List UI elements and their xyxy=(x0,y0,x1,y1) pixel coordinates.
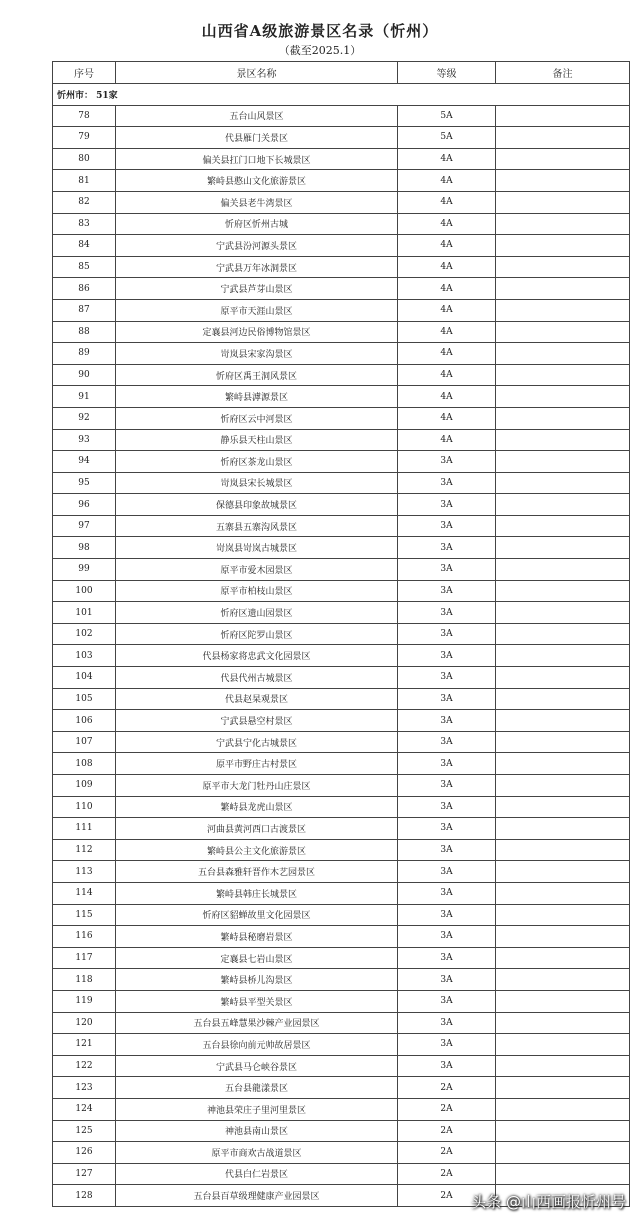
row-level: 3A xyxy=(398,861,496,883)
row-note xyxy=(496,1012,630,1034)
row-note xyxy=(496,537,630,559)
table-row xyxy=(53,1163,630,1185)
row-name: 忻府区陀罗山景区 xyxy=(116,623,398,645)
row-number: 126 xyxy=(53,1142,116,1164)
row-level: 4A xyxy=(398,256,496,278)
row-note xyxy=(496,278,630,300)
row-name: 神池县荣庄子里河里景区 xyxy=(116,1098,398,1120)
table-row xyxy=(53,256,630,278)
row-name: 原平市野庄古村景区 xyxy=(116,753,398,775)
table-row xyxy=(53,364,630,386)
row-note xyxy=(496,753,630,775)
row-number: 79 xyxy=(53,127,116,149)
table-row xyxy=(53,710,630,732)
table-row xyxy=(53,451,630,473)
city-label: 忻州市： 51家 xyxy=(53,84,630,106)
row-level: 3A xyxy=(398,753,496,775)
row-name: 代县雁门关景区 xyxy=(116,127,398,149)
row-note xyxy=(496,559,630,581)
row-name: 五台县五峰慧果沙棘产业园景区 xyxy=(116,1012,398,1034)
row-level: 4A xyxy=(398,299,496,321)
row-name: 忻府区禹王洞风景区 xyxy=(116,364,398,386)
row-level: 3A xyxy=(398,515,496,537)
header-note: 备注 xyxy=(496,62,630,84)
table-row xyxy=(53,580,630,602)
row-name: 五台县百草级理健康产业园景区 xyxy=(116,1185,398,1207)
row-level: 3A xyxy=(398,667,496,689)
row-level: 3A xyxy=(398,602,496,624)
table-row xyxy=(53,235,630,257)
row-number: 108 xyxy=(53,753,116,775)
row-number: 116 xyxy=(53,926,116,948)
row-note xyxy=(496,882,630,904)
row-note xyxy=(496,343,630,365)
row-name: 五寨县五寨沟风景区 xyxy=(116,515,398,537)
row-note xyxy=(496,861,630,883)
row-number: 110 xyxy=(53,796,116,818)
row-note xyxy=(496,105,630,127)
row-note xyxy=(496,990,630,1012)
table-row xyxy=(53,731,630,753)
row-name: 繁峙县公主文化旅游景区 xyxy=(116,839,398,861)
row-name: 岢岚县宋长城景区 xyxy=(116,472,398,494)
table-row xyxy=(53,818,630,840)
table-row xyxy=(53,1012,630,1034)
row-name: 偏关县老牛湾景区 xyxy=(116,191,398,213)
row-number: 98 xyxy=(53,537,116,559)
table-row xyxy=(53,1055,630,1077)
table-row xyxy=(53,667,630,689)
row-level: 3A xyxy=(398,537,496,559)
table-row xyxy=(53,947,630,969)
row-number: 100 xyxy=(53,580,116,602)
row-name: 宁武县万年冰洞景区 xyxy=(116,256,398,278)
row-note xyxy=(496,688,630,710)
table-row xyxy=(53,559,630,581)
row-name: 静乐县天柱山景区 xyxy=(116,429,398,451)
row-name: 宁武县宁化古城景区 xyxy=(116,731,398,753)
row-note xyxy=(496,321,630,343)
row-number: 119 xyxy=(53,990,116,1012)
row-name: 宁武县悬空村景区 xyxy=(116,710,398,732)
table-row xyxy=(53,623,630,645)
table-row xyxy=(53,170,630,192)
row-note xyxy=(496,235,630,257)
row-number: 81 xyxy=(53,170,116,192)
watermark: 头条 @山西画报忻州号 xyxy=(471,1193,626,1211)
table-row xyxy=(53,386,630,408)
row-number: 101 xyxy=(53,602,116,624)
row-note xyxy=(496,710,630,732)
row-level: 3A xyxy=(398,882,496,904)
row-level: 4A xyxy=(398,343,496,365)
row-level: 3A xyxy=(398,494,496,516)
row-note xyxy=(496,645,630,667)
table-row xyxy=(53,1142,630,1164)
row-level: 3A xyxy=(398,1034,496,1056)
table-row xyxy=(53,278,630,300)
row-name: 五台县森雅轩晋作木艺园景区 xyxy=(116,861,398,883)
row-name: 忻府区茶龙山景区 xyxy=(116,451,398,473)
row-number: 121 xyxy=(53,1034,116,1056)
row-name: 忻府区云中河景区 xyxy=(116,407,398,429)
row-level: 3A xyxy=(398,904,496,926)
row-level: 3A xyxy=(398,731,496,753)
row-note xyxy=(496,1120,630,1142)
row-note xyxy=(496,299,630,321)
table-row xyxy=(53,990,630,1012)
row-name: 繁峙县桥儿沟景区 xyxy=(116,969,398,991)
page-subtitle: （截至2025.1） xyxy=(278,44,362,57)
row-note xyxy=(496,256,630,278)
row-level: 3A xyxy=(398,688,496,710)
row-note xyxy=(496,494,630,516)
table-row xyxy=(53,775,630,797)
row-name: 神池县南山景区 xyxy=(116,1120,398,1142)
row-number: 82 xyxy=(53,191,116,213)
row-note xyxy=(496,148,630,170)
table-row xyxy=(53,191,630,213)
row-name: 繁峙县滹源景区 xyxy=(116,386,398,408)
row-name: 原平市柏枝山景区 xyxy=(116,580,398,602)
row-level: 4A xyxy=(398,148,496,170)
row-number: 92 xyxy=(53,407,116,429)
table-row xyxy=(53,969,630,991)
row-note xyxy=(496,1055,630,1077)
row-number: 107 xyxy=(53,731,116,753)
table-row xyxy=(53,213,630,235)
row-name: 定襄县七岩山景区 xyxy=(116,947,398,969)
row-note xyxy=(496,1098,630,1120)
row-level: 3A xyxy=(398,472,496,494)
row-number: 117 xyxy=(53,947,116,969)
header-name: 景区名称 xyxy=(116,62,398,84)
row-level: 3A xyxy=(398,623,496,645)
row-name: 保德县印象故城景区 xyxy=(116,494,398,516)
row-note xyxy=(496,947,630,969)
row-level: 2A xyxy=(398,1120,496,1142)
row-number: 86 xyxy=(53,278,116,300)
row-name: 代县杨家将忠武文化园景区 xyxy=(116,645,398,667)
row-level: 2A xyxy=(398,1185,496,1207)
table-row xyxy=(53,796,630,818)
table-row xyxy=(53,429,630,451)
row-level: 3A xyxy=(398,990,496,1012)
row-note xyxy=(496,170,630,192)
row-name: 五台山风景区 xyxy=(116,105,398,127)
row-level: 4A xyxy=(398,213,496,235)
table-row xyxy=(53,494,630,516)
row-name: 宁武县马仑峡谷景区 xyxy=(116,1055,398,1077)
row-number: 120 xyxy=(53,1012,116,1034)
row-level: 3A xyxy=(398,947,496,969)
row-name: 岢岚县岢岚古城景区 xyxy=(116,537,398,559)
row-note xyxy=(496,472,630,494)
row-name: 繁峙县秘磨岩景区 xyxy=(116,926,398,948)
row-number: 112 xyxy=(53,839,116,861)
row-note xyxy=(496,623,630,645)
row-number: 111 xyxy=(53,818,116,840)
row-number: 99 xyxy=(53,559,116,581)
row-note xyxy=(496,818,630,840)
row-number: 127 xyxy=(53,1163,116,1185)
row-level: 2A xyxy=(398,1142,496,1164)
row-name: 原平市天涯山景区 xyxy=(116,299,398,321)
row-name: 代县白仁岩景区 xyxy=(116,1163,398,1185)
city-row xyxy=(53,84,630,106)
row-number: 103 xyxy=(53,645,116,667)
row-note xyxy=(496,451,630,473)
row-level: 4A xyxy=(398,170,496,192)
row-note xyxy=(496,1163,630,1185)
row-level: 3A xyxy=(398,775,496,797)
row-note xyxy=(496,1142,630,1164)
row-level: 2A xyxy=(398,1163,496,1185)
row-note xyxy=(496,386,630,408)
row-note xyxy=(496,1034,630,1056)
row-name: 忻府区貂蝉故里文化园景区 xyxy=(116,904,398,926)
row-note xyxy=(496,364,630,386)
table-header-row xyxy=(53,62,630,84)
scenic-area-table xyxy=(52,61,630,1207)
row-level: 2A xyxy=(398,1098,496,1120)
row-level: 3A xyxy=(398,969,496,991)
row-note xyxy=(496,796,630,818)
row-name: 繁峙县龙虎山景区 xyxy=(116,796,398,818)
header-level: 等级 xyxy=(398,62,496,84)
table-row xyxy=(53,343,630,365)
row-note xyxy=(496,191,630,213)
row-number: 124 xyxy=(53,1098,116,1120)
table-row xyxy=(53,926,630,948)
row-number: 115 xyxy=(53,904,116,926)
table-row xyxy=(53,321,630,343)
row-number: 80 xyxy=(53,148,116,170)
row-number: 96 xyxy=(53,494,116,516)
row-level: 3A xyxy=(398,926,496,948)
row-level: 4A xyxy=(398,321,496,343)
row-level: 4A xyxy=(398,278,496,300)
row-level: 3A xyxy=(398,645,496,667)
row-level: 3A xyxy=(398,710,496,732)
row-name: 繁峙县平型关景区 xyxy=(116,990,398,1012)
row-number: 114 xyxy=(53,882,116,904)
row-name: 代县代州古城景区 xyxy=(116,667,398,689)
header-no: 序号 xyxy=(53,62,116,84)
row-level: 3A xyxy=(398,1055,496,1077)
row-name: 繁峙县憨山文化旅游景区 xyxy=(116,170,398,192)
row-name: 忻府区忻州古城 xyxy=(116,213,398,235)
row-note xyxy=(496,1077,630,1099)
row-number: 102 xyxy=(53,623,116,645)
row-note xyxy=(496,213,630,235)
row-level: 3A xyxy=(398,1012,496,1034)
row-note xyxy=(496,731,630,753)
row-name: 偏关县扛门口地下长城景区 xyxy=(116,148,398,170)
row-name: 代县赵杲观景区 xyxy=(116,688,398,710)
table-row xyxy=(53,753,630,775)
row-level: 2A xyxy=(398,1077,496,1099)
table-row xyxy=(53,1098,630,1120)
row-note xyxy=(496,429,630,451)
row-number: 128 xyxy=(53,1185,116,1207)
table-row xyxy=(53,1120,630,1142)
row-number: 97 xyxy=(53,515,116,537)
row-name: 岢岚县宋家沟景区 xyxy=(116,343,398,365)
table-row xyxy=(53,882,630,904)
row-number: 90 xyxy=(53,364,116,386)
row-number: 125 xyxy=(53,1120,116,1142)
row-name: 五台县龍漾景区 xyxy=(116,1077,398,1099)
row-note xyxy=(496,904,630,926)
row-name: 繁峙县韩庄长城景区 xyxy=(116,882,398,904)
row-name: 宁武县芦芽山景区 xyxy=(116,278,398,300)
row-number: 113 xyxy=(53,861,116,883)
row-number: 106 xyxy=(53,710,116,732)
table-row xyxy=(53,645,630,667)
table-row xyxy=(53,839,630,861)
row-note xyxy=(496,839,630,861)
row-number: 94 xyxy=(53,451,116,473)
row-note xyxy=(496,127,630,149)
row-level: 3A xyxy=(398,839,496,861)
row-note xyxy=(496,667,630,689)
row-note xyxy=(496,602,630,624)
row-level: 3A xyxy=(398,818,496,840)
row-name: 忻府区遗山园景区 xyxy=(116,602,398,624)
table-row xyxy=(53,148,630,170)
row-name: 河曲县黄河西口古渡景区 xyxy=(116,818,398,840)
table-row xyxy=(53,472,630,494)
row-number: 91 xyxy=(53,386,116,408)
table-row xyxy=(53,1077,630,1099)
row-name: 原平市爱木园景区 xyxy=(116,559,398,581)
row-level: 4A xyxy=(398,407,496,429)
row-level: 4A xyxy=(398,429,496,451)
row-name: 原平市商欢古战道景区 xyxy=(116,1142,398,1164)
row-name: 原平市大龙门牡丹山庄景区 xyxy=(116,775,398,797)
table-row xyxy=(53,537,630,559)
row-level: 5A xyxy=(398,105,496,127)
table-row xyxy=(53,299,630,321)
table-row xyxy=(53,1034,630,1056)
row-number: 95 xyxy=(53,472,116,494)
row-note xyxy=(496,926,630,948)
row-number: 83 xyxy=(53,213,116,235)
table-row xyxy=(53,127,630,149)
table-row xyxy=(53,861,630,883)
row-note xyxy=(496,515,630,537)
row-level: 4A xyxy=(398,386,496,408)
row-name: 定襄县河边民俗博物馆景区 xyxy=(116,321,398,343)
row-number: 123 xyxy=(53,1077,116,1099)
row-level: 4A xyxy=(398,364,496,386)
row-number: 87 xyxy=(53,299,116,321)
page-title: 山西省A级旅游景区名录（忻州） xyxy=(201,22,439,40)
table-row xyxy=(53,904,630,926)
row-number: 89 xyxy=(53,343,116,365)
row-number: 105 xyxy=(53,688,116,710)
row-number: 122 xyxy=(53,1055,116,1077)
row-note xyxy=(496,580,630,602)
row-level: 4A xyxy=(398,191,496,213)
row-number: 88 xyxy=(53,321,116,343)
row-level: 3A xyxy=(398,796,496,818)
table-row xyxy=(53,105,630,127)
row-level: 3A xyxy=(398,451,496,473)
row-number: 109 xyxy=(53,775,116,797)
table-row xyxy=(53,407,630,429)
row-level: 3A xyxy=(398,559,496,581)
table-row xyxy=(53,515,630,537)
row-note xyxy=(496,407,630,429)
row-level: 5A xyxy=(398,127,496,149)
row-name: 宁武县汾河源头景区 xyxy=(116,235,398,257)
row-number: 118 xyxy=(53,969,116,991)
row-note xyxy=(496,969,630,991)
row-number: 85 xyxy=(53,256,116,278)
row-number: 84 xyxy=(53,235,116,257)
row-level: 3A xyxy=(398,580,496,602)
row-number: 78 xyxy=(53,105,116,127)
table-row xyxy=(53,688,630,710)
row-number: 104 xyxy=(53,667,116,689)
row-note xyxy=(496,775,630,797)
row-name: 五台县徐向前元帅故居景区 xyxy=(116,1034,398,1056)
row-number: 93 xyxy=(53,429,116,451)
row-level: 4A xyxy=(398,235,496,257)
table-row xyxy=(53,602,630,624)
